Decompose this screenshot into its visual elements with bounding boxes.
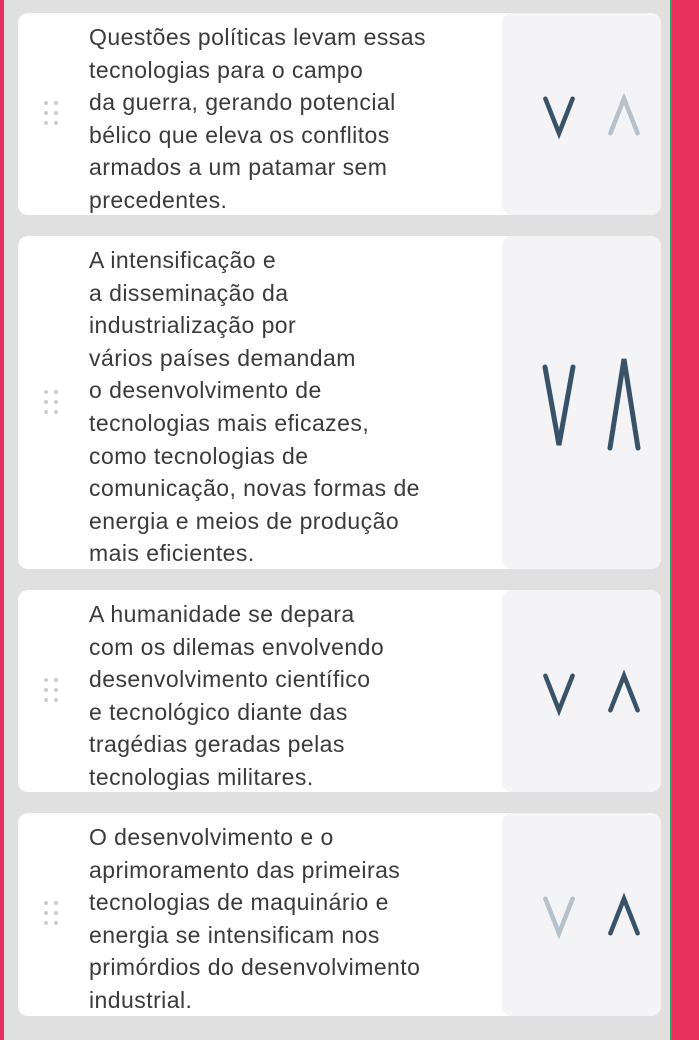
move-up-button[interactable] (605, 896, 643, 936)
item-text: A humanidade se depara com os dilemas envolvendo desenvolvimento científico e tecnológico diante das tragédias geradas pelas tecnologias militares. (89, 601, 385, 790)
chevron-up-icon (605, 673, 643, 713)
move-down-button[interactable] (538, 364, 580, 448)
chevron-up-icon (603, 356, 645, 451)
chevron-down-icon (538, 364, 580, 448)
drag-handle-icon[interactable] (44, 101, 64, 131)
move-up-button[interactable] (605, 96, 643, 136)
move-down-button[interactable] (540, 96, 578, 136)
sortable-item[interactable] (18, 590, 661, 792)
move-controls (502, 236, 661, 569)
chevron-up-icon (605, 96, 643, 136)
chevron-up-icon (605, 896, 643, 936)
move-down-button[interactable] (540, 896, 578, 936)
chevron-down-icon (540, 896, 578, 936)
move-down-button[interactable] (540, 673, 578, 713)
item-text: O desenvolvimento e o aprimoramento das primeiras tecnologias de maquinário e energia se intensificam nos primórdios do desenvolvimento industrial. (89, 824, 421, 1013)
chevron-down-icon (540, 96, 578, 136)
chevron-down-icon (540, 673, 578, 713)
move-controls (502, 590, 661, 792)
right-frame-line (670, 0, 672, 1040)
drag-handle-icon[interactable] (44, 901, 64, 931)
sortable-item[interactable] (18, 813, 661, 1016)
sortable-item[interactable] (18, 236, 661, 569)
move-controls (502, 13, 661, 215)
sortable-item[interactable] (18, 13, 661, 215)
drag-handle-icon[interactable] (44, 678, 64, 708)
move-up-button[interactable] (603, 356, 645, 451)
right-frame-border (670, 0, 699, 1040)
item-text: Questões políticas levam essas tecnologias para o campo da guerra, gerando potencial bélico que eleva os conflitos armados a um patamar sem precedentes. (89, 24, 426, 213)
move-up-button[interactable] (605, 673, 643, 713)
drag-handle-icon[interactable] (44, 390, 64, 420)
item-text: A intensificação e a disseminação da industrialização por vários países demandam o desenvolvimento de tecnologias mais eficazes, como tecnologias de comunicação, novas formas de energia e meios de produção mais eficientes. (89, 247, 420, 567)
move-controls (502, 813, 661, 1016)
